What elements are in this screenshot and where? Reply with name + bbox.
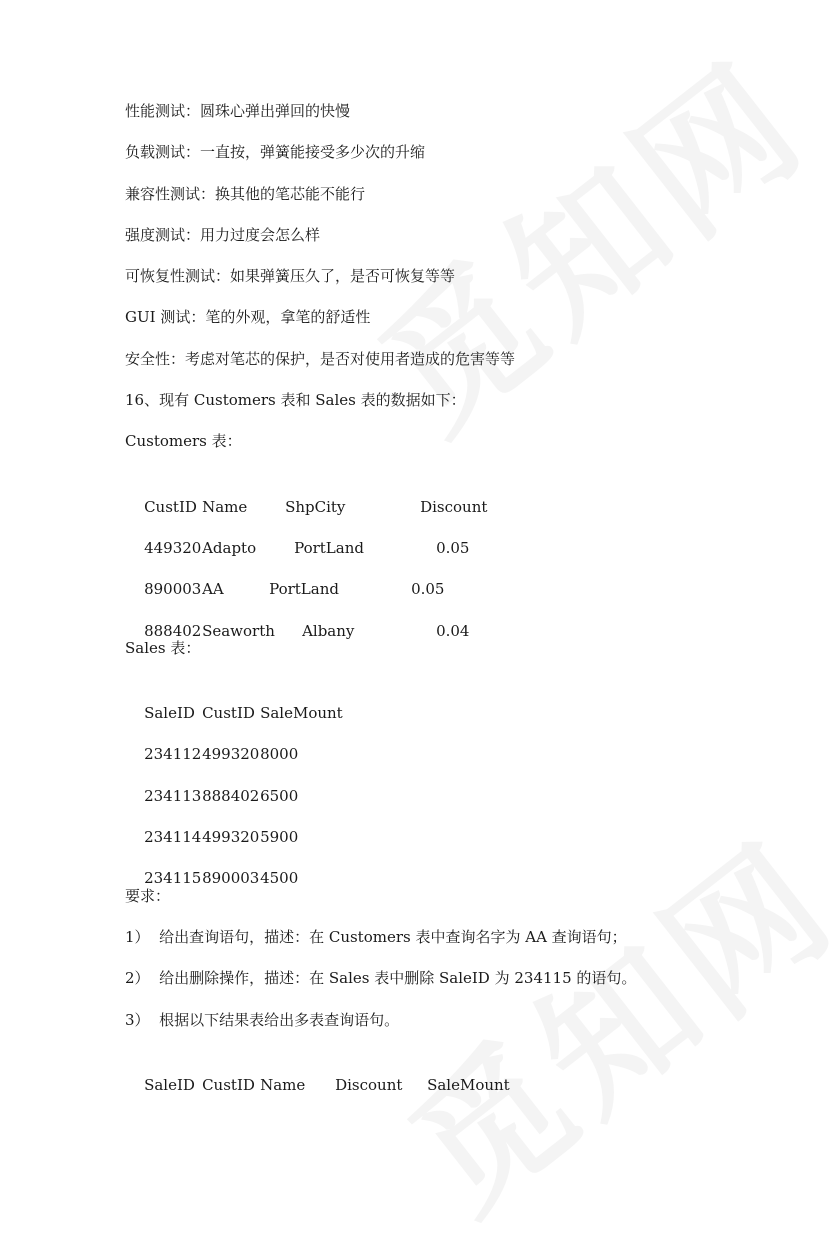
- sales-cell: 499320: [202, 745, 260, 764]
- sales-cell: 8000: [260, 745, 299, 764]
- requirements-title: 要求：: [125, 886, 171, 905]
- result-header-row: [125, 1049, 745, 1094]
- sales-cell: 4500: [260, 869, 299, 888]
- sales-cell: 234112: [144, 745, 202, 764]
- result-header-salemount: SaleMount: [427, 1075, 510, 1094]
- customers-cell: 0.05: [411, 580, 445, 599]
- customers-cell: AA: [202, 580, 224, 599]
- sales-cell: 5900: [260, 828, 299, 847]
- sales-cell: 888402: [202, 786, 260, 805]
- text-line: 安全性：考虑对笔芯的保护，是否对使用者造成的危害等等: [125, 349, 516, 368]
- customers-cell: PortLand: [294, 538, 364, 557]
- sales-cell: 499320: [202, 828, 260, 847]
- customers-cell: Seaworth: [202, 621, 275, 640]
- requirement-item: 1） 给出查询语句，描述：在 Customers 表中查询名字为 AA 查询语句；: [125, 927, 627, 946]
- sales-cell: 6500: [260, 786, 299, 805]
- sales-cell: 234114: [144, 828, 202, 847]
- document-body: [125, 99, 745, 1094]
- sales-header-salemount: SaleMount: [260, 704, 343, 723]
- result-header-custid: CustID: [202, 1075, 255, 1094]
- text-line: 强度测试：用力过度会怎么样: [125, 225, 321, 244]
- customers-header-custid: CustID: [144, 497, 197, 516]
- requirement-item: 3） 根据以下结果表给出多表查询语句。: [125, 1010, 400, 1029]
- sales-header-row: [125, 677, 745, 723]
- sales-cell: 890003: [202, 869, 260, 888]
- text-line: 可恢复性测试：如果弹簧压久了，是否可恢复等等: [125, 267, 456, 286]
- text-line: GUI 测试：笔的外观，拿笔的舒适性: [125, 308, 371, 327]
- customers-cell: 890003: [144, 580, 202, 599]
- customers-header-shpcity: ShpCity: [285, 497, 346, 516]
- requirement-item: 2） 给出删除操作，描述：在 Sales 表中删除 SaleID 为 234115 的语句。: [125, 969, 637, 988]
- text-line: 兼容性测试：换其他的笔芯能不能行: [125, 184, 366, 203]
- sales-cell: 234113: [144, 786, 202, 805]
- sales-header-saleid: SaleID: [144, 704, 195, 723]
- customers-header-discount: Discount: [420, 497, 488, 516]
- text-line: 负载测试：一直按，弹簧能接受多少次的升缩: [125, 143, 426, 162]
- question-heading: 16、现有 Customers 表和 Sales 表的数据如下：: [125, 391, 466, 410]
- customers-cell: 449320: [144, 538, 202, 557]
- result-header-saleid: SaleID: [144, 1075, 195, 1094]
- customers-cell: Albany: [302, 621, 355, 640]
- customers-cell: PortLand: [269, 580, 339, 599]
- customers-table-title: Customers 表：: [125, 432, 242, 451]
- text-line: 性能测试：圆珠心弹出弹回的快慢: [125, 102, 351, 120]
- customers-cell: 888402: [144, 621, 202, 640]
- customers-cell: Adapto: [202, 538, 257, 557]
- customers-cell: 0.04: [436, 621, 470, 640]
- customers-header-name: Name: [202, 497, 248, 516]
- sales-header-custid: CustID: [202, 704, 255, 723]
- sales-cell: 234115: [144, 869, 202, 888]
- result-header-name: Name: [260, 1075, 306, 1094]
- result-header-discount: Discount: [335, 1075, 403, 1094]
- customers-cell: 0.05: [436, 538, 470, 557]
- customers-header-row: [125, 471, 745, 516]
- sales-table-title: Sales 表：: [125, 638, 201, 657]
